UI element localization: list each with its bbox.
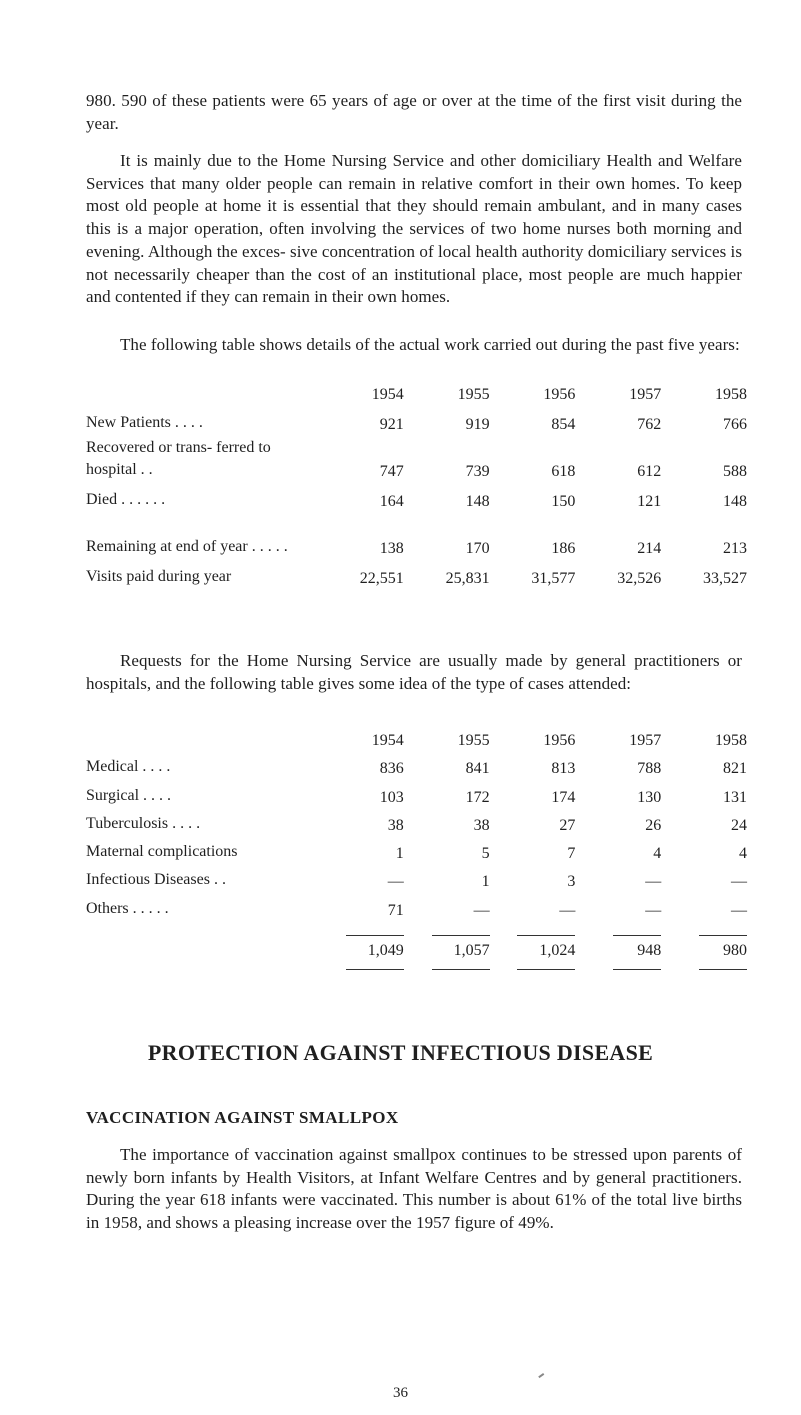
cell-value: 148 [723, 493, 747, 510]
cell-value: — [645, 901, 662, 919]
cell-value: 821 [723, 760, 747, 778]
cell-value: 4 [653, 845, 662, 863]
row-label: New Patients . . . . [86, 414, 203, 431]
rule-line [613, 969, 661, 970]
row-label: Surgical . . . . [86, 786, 172, 804]
cell-value: 25,831 [445, 570, 490, 587]
cell-value: 186 [551, 540, 576, 557]
rule-line [699, 969, 747, 970]
intro-paragraph: 980. 590 of these patients were 65 years of age or over at the time of the first visit during the year. [86, 91, 742, 133]
cell-value: 588 [723, 463, 747, 480]
cell-value: 747 [379, 463, 404, 480]
row-label: Died . . . . . . [86, 491, 166, 508]
cell-value: 38 [387, 816, 404, 834]
year-header: 1958 [715, 386, 747, 403]
year-header: 1956 [543, 732, 576, 749]
total-value: 948 [613, 935, 661, 960]
cell-value: 148 [465, 493, 490, 510]
table-row [86, 750, 747, 778]
table-row [86, 404, 747, 434]
case-type-table [86, 718, 747, 970]
cell-value: 739 [465, 463, 490, 480]
cell-value: 618 [551, 463, 576, 480]
table-row [86, 511, 747, 558]
cell-value: 31,577 [531, 570, 576, 587]
cell-value: 22,551 [359, 570, 404, 587]
table-row [86, 891, 747, 919]
cell-value: 164 [379, 493, 404, 510]
cell-value: 762 [637, 416, 662, 433]
row-label: Tuberculosis . . . . [86, 814, 201, 832]
cell-value: 71 [387, 901, 404, 919]
table-row [86, 558, 747, 588]
total-value: 1,049 [346, 935, 404, 960]
total-value: 1,024 [517, 935, 575, 960]
cell-value: 32,526 [617, 570, 662, 587]
cell-value: 33,527 [703, 570, 747, 587]
home-nursing-paragraph: It is mainly due to the Home Nursing Service and other domiciliary Health and Welfare Services that many older people can remain in relative comfort in their own homes. To keep most old people at home it is essential that they should remain ambulant, and in many cases this is a major operation, often involving the services of two home nurses both morning and evening. Although the exces- sive concentration of local health authority domiciliary services is not necessarily cheaper than the cost of an institutional place, most people are much happier and contented if they can remain in their own homes. [86, 151, 742, 307]
cell-value: 5 [481, 845, 490, 863]
work-table [86, 372, 747, 588]
cell-value: — [645, 873, 662, 891]
row-label: Remaining at end of year . . . . . [86, 538, 288, 555]
year-header: 1955 [457, 386, 490, 403]
cell-value: 4 [739, 845, 747, 863]
stray-mark [538, 1373, 548, 1383]
cell-value: 919 [465, 416, 490, 433]
work-table-header [86, 372, 747, 404]
cell-value: 213 [723, 540, 747, 557]
cell-value: 836 [379, 760, 404, 778]
year-header: 1957 [629, 386, 662, 403]
case-type-table-header [86, 718, 747, 750]
row-label: Others . . . . . [86, 899, 169, 917]
cell-value: 841 [465, 760, 490, 778]
total-value: 1,057 [432, 935, 490, 960]
cell-value: 1 [395, 845, 404, 863]
cell-value: — [731, 873, 747, 891]
year-header: 1956 [543, 386, 576, 403]
cell-value: 7 [567, 845, 576, 863]
row-label: Medical . . . . [86, 758, 171, 776]
cell-value: 103 [379, 788, 404, 806]
totals-bottom-rule [86, 960, 747, 970]
sub-heading: VACCINATION AGAINST SMALLPOX [86, 1108, 399, 1127]
vaccination-paragraph: The importance of vaccination against smallpox continues to be stressed upon parents of newly born infants by Health Visitors, at Infant Welfare Centres and by general practitioners. During the year 618 infants were vaccinated. This number is about 61% of the total live births in 1958, and shows a pleasing increase over the 1957 figure of 49%. [86, 1145, 742, 1233]
cell-value: 612 [637, 463, 662, 480]
cell-value: — [731, 901, 747, 919]
cell-value: 854 [551, 416, 576, 433]
cell-value: 26 [645, 816, 662, 834]
year-header: 1955 [457, 732, 490, 749]
cell-value: 138 [379, 540, 404, 557]
section-heading: PROTECTION AGAINST INFECTIOUS DISEASE [147, 1040, 654, 1065]
year-header: 1954 [371, 386, 404, 403]
cell-value: 788 [637, 760, 662, 778]
row-label: Recovered or trans- ferred to hospital . . [86, 439, 271, 478]
row-label: Infectious Diseases . . [86, 871, 226, 889]
cell-value: 174 [551, 788, 576, 806]
year-header: 1958 [715, 732, 747, 749]
table-row [86, 835, 747, 863]
table-row [86, 807, 747, 835]
table-row [86, 778, 747, 806]
year-header: 1957 [629, 732, 662, 749]
cell-value: 172 [465, 788, 490, 806]
cell-value: 214 [637, 540, 662, 557]
cell-value: 27 [559, 816, 576, 834]
cell-value: 766 [723, 416, 747, 433]
row-label: Maternal complications [86, 843, 238, 861]
cell-value: — [559, 901, 576, 919]
page-number: 36 [393, 1385, 408, 1401]
rule-line [517, 969, 575, 970]
totals-row [86, 920, 747, 960]
cell-value: 130 [637, 788, 662, 806]
cell-value: 131 [723, 788, 747, 806]
cell-value: 150 [551, 493, 576, 510]
cell-value: 38 [473, 816, 490, 834]
cell-value: — [387, 873, 404, 891]
cell-value: 24 [731, 816, 747, 834]
table1-intro-paragraph: The following table shows details of the actual work carried out during the past five years: [120, 335, 740, 354]
rule-line [432, 969, 490, 970]
cell-value: 3 [567, 873, 576, 891]
table-row [86, 481, 747, 511]
table-row [86, 863, 747, 891]
cell-value: — [473, 901, 490, 919]
year-header: 1954 [371, 732, 404, 749]
total-value: 980 [699, 935, 747, 960]
cell-value: 121 [637, 493, 662, 510]
table-row [86, 434, 747, 481]
cell-value: 813 [551, 760, 576, 778]
row-label: Visits paid during year [86, 568, 232, 585]
rule-line [346, 969, 404, 970]
cell-value: 1 [481, 873, 490, 891]
cell-value: 170 [465, 540, 490, 557]
table2-intro-paragraph: Requests for the Home Nursing Service are usually made by general practitioners or hospitals, and the following table gives some idea of the type of cases attended: [86, 651, 742, 693]
cell-value: 921 [379, 416, 404, 433]
